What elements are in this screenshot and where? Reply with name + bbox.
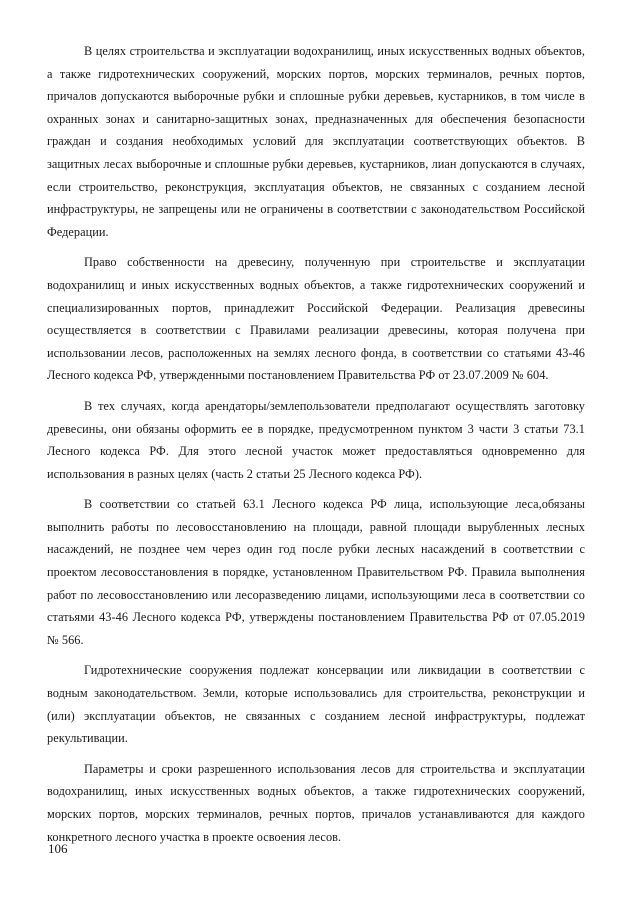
paragraph-timber-harvesting: В тех случаях, когда арендаторы/землепользователи предполагают осуществлять заготовку древесины, они обязаны оформить ее в порядке, предусмотренном пунктом 3 части 3 статьи 73.1 Лесного кодекса РФ. Для этого лесной участок может предоставляться одновременно для использования в разных целях (часть 2 статьи 25 Лесного кодекса РФ).: [47, 398, 585, 481]
paragraph-reforestation: В соответствии со статьей 63.1 Лесного кодекса РФ лица, использующие леса,обязаны выполнить работы по лесовосстановлению на площади, равной площади вырубленных лесных насаждений, не позднее чем через один год после рубки лесных насаждений в соответствии с проектом лесовосстановления в порядке, установленном Правительством РФ. Правила выполнения работ по лесовосстановлению или лесоразведению лицами, использующими леса в соответствии со статьями 43-46 Лесного кодекса РФ, утверждены постановлением Правительства РФ от 07.05.2019 № 566.: [47, 497, 585, 647]
paragraph-timber-ownership: Право собственности на древесину, полученную при строительстве и эксплуатации водохранилищ и иных искусственных водных объектов, а также гидротехнических сооружений и специализированных портов, принадлежит Российской Федерации. Реализация древесины осуществляется в соответствии с Правилами реализации древесины, которая получена при использовании лесов, расположенных на землях лесного фонда, в соответствии со статьями 43-46 Лесного кодекса РФ, утвержденными постановлением Правительства РФ от 23.07.2009 № 604.: [47, 255, 585, 383]
paragraph-logging-permission: В целях строительства и эксплуатации водохранилищ, иных искусственных водных объектов, а также гидротехнических сооружений, морских портов, морских терминалов, речных портов, причалов допускаются выборочные рубки и сплошные рубки деревьев, кустарников, в том числе в охранных зонах и санитарно-защитных зонах, предназначенных для обеспечения безопасности граждан и создания необходимых условий для эксплуатации соответствующих объектов. В защитных лесах выборочные и сплошные рубки деревьев, кустарников, лиан допускаются в случаях, если строительство, реконструкция, эксплуатация объектов, не связанных с созданием лесной инфраструктуры, не запрещены или не ограничены в соответствии с законодательством Российской Федерации.: [47, 44, 585, 239]
body-text: [47, 40, 585, 856]
paragraph-usage-parameters: Параметры и сроки разрешенного использования лесов для строительства и эксплуатации водохранилищ, иных искусственных водных объектов, а также гидротехнических сооружений, морских портов, морских терминалов, речных портов, причалов устанавливаются для каждого конкретного лесного участка в проекте освоения лесов.: [47, 761, 585, 844]
page-number: 106: [48, 841, 68, 856]
paragraph-conservation: Гидротехнические сооружения подлежат консервации или ликвидации в соответствии с водным законодательством. Земли, которые использовались для строительства, реконструкции и (или) эксплуатации объектов, не связанных с созданием лесной инфраструктуры, подлежат рекультивации.: [47, 663, 585, 746]
